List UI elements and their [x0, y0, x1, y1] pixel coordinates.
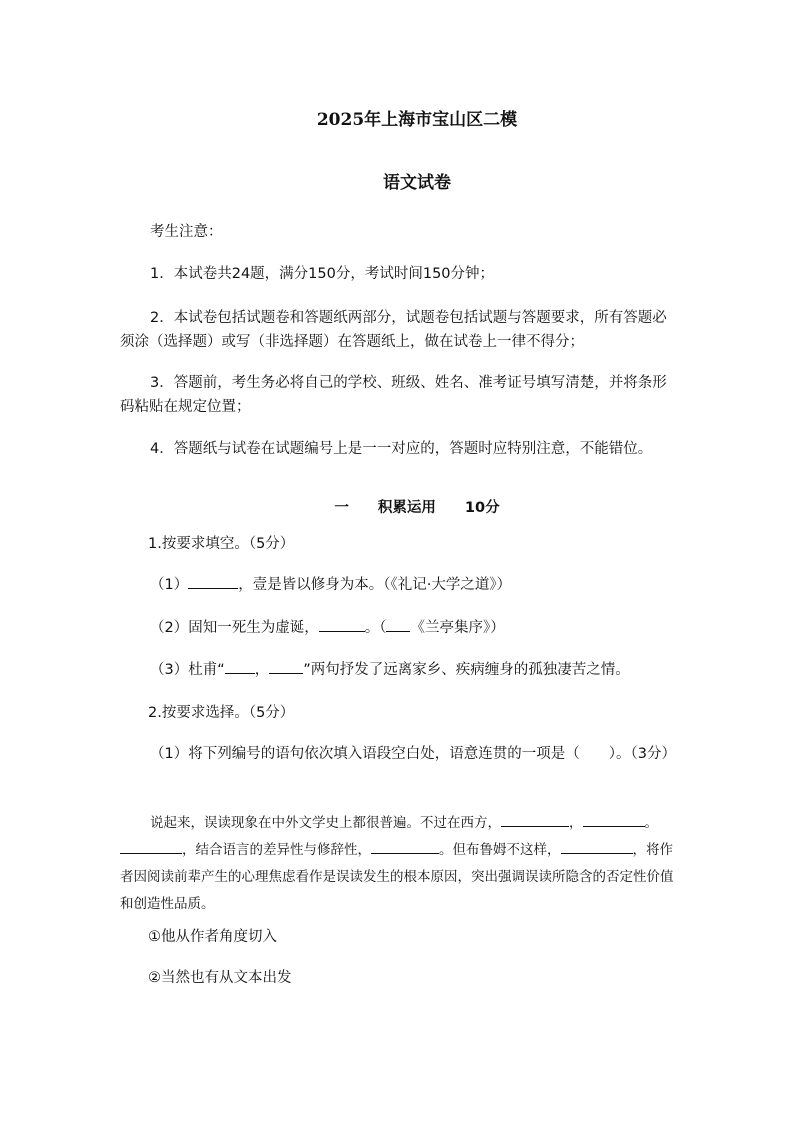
blank: [386, 617, 410, 632]
blank: [319, 617, 365, 632]
question-1-item-3: [150, 659, 630, 682]
passage-part-6: ，将作者因阅读前辈产生的心理焦虑看作是误读发生的根本原因，突出强调误读所隐含的否定性价值和创造性品质。: [120, 842, 674, 912]
exam-title: 2025年上海市宝山区二模: [316, 110, 518, 130]
notice-item-1: 1．本试卷共24题，满分150分，考试时间150分钟；: [150, 266, 495, 282]
item-3-comma: ，: [254, 662, 270, 678]
blank: [501, 812, 569, 827]
item-2-prefix: （2）固知一死生为虚诞，: [150, 620, 319, 636]
question-1-item-2: [150, 617, 505, 640]
passage-part-1: 说起来，误读现象在中外文学史上都很普遍。不过在西方，: [150, 815, 501, 831]
reading-passage: [120, 810, 680, 918]
notice-item-2: 2．本试卷包括试题卷和答题纸两部分，试题卷包括试题与答题要求，所有答题必须涂（选择题）或写（非选择题）在答题纸上，做在试卷上一律不得分；: [120, 310, 667, 350]
option-2: ②当然也有从文本出发: [148, 970, 292, 986]
notice-item-3: 3．答题前，考生务必将自己的学校、班级、姓名、准考证号填写清楚，并将条形码粘贴在规定位置；: [120, 375, 667, 415]
passage-part-3: 。: [644, 815, 658, 831]
blank: [269, 659, 303, 674]
blank: [371, 839, 439, 854]
blank: [188, 574, 238, 589]
passage-part-5: 。但布鲁姆不这样，: [439, 842, 561, 858]
item-1-prefix: （1）: [150, 577, 189, 593]
question-2-sub-1: （1）将下列编号的语句依次填入语段空白处，语意连贯的一项是（ ）。（3分）: [150, 746, 676, 762]
item-3-prefix: （3）杜甫“: [150, 662, 225, 678]
passage-part-4: ，结合语言的差异性与修辞性，: [182, 842, 371, 858]
blank: [561, 839, 633, 854]
blank: [225, 659, 255, 674]
notice-item-4: 4．答题纸与试卷在试题编号上是一一对应的，答题时应特别注意，不能错位。: [150, 441, 653, 457]
passage-part-2: ，: [569, 815, 583, 831]
item-2-text: 《兰亭集序》）: [410, 620, 505, 636]
item-3-text: ”两句抒发了远离家乡、疾病缠身的孤独凄苦之情。: [303, 662, 630, 678]
item-2-mid: 。（: [364, 620, 387, 636]
blank: [583, 812, 645, 827]
question-1-stem: 1.按要求填空。（5分）: [148, 536, 295, 552]
blank: [120, 839, 182, 854]
option-1: ①他从作者角度切入: [148, 929, 277, 945]
notice-heading: 考生注意：: [150, 224, 223, 240]
question-2-stem: 2.按要求选择。（5分）: [148, 705, 295, 721]
question-1-item-1: [150, 574, 511, 597]
item-1-text: ，壹是皆以修身为本。（《礼记·大学之道》）: [238, 577, 512, 593]
section-heading: 一 积累运用 10分: [334, 500, 500, 516]
exam-subtitle: 语文试卷: [383, 173, 451, 193]
